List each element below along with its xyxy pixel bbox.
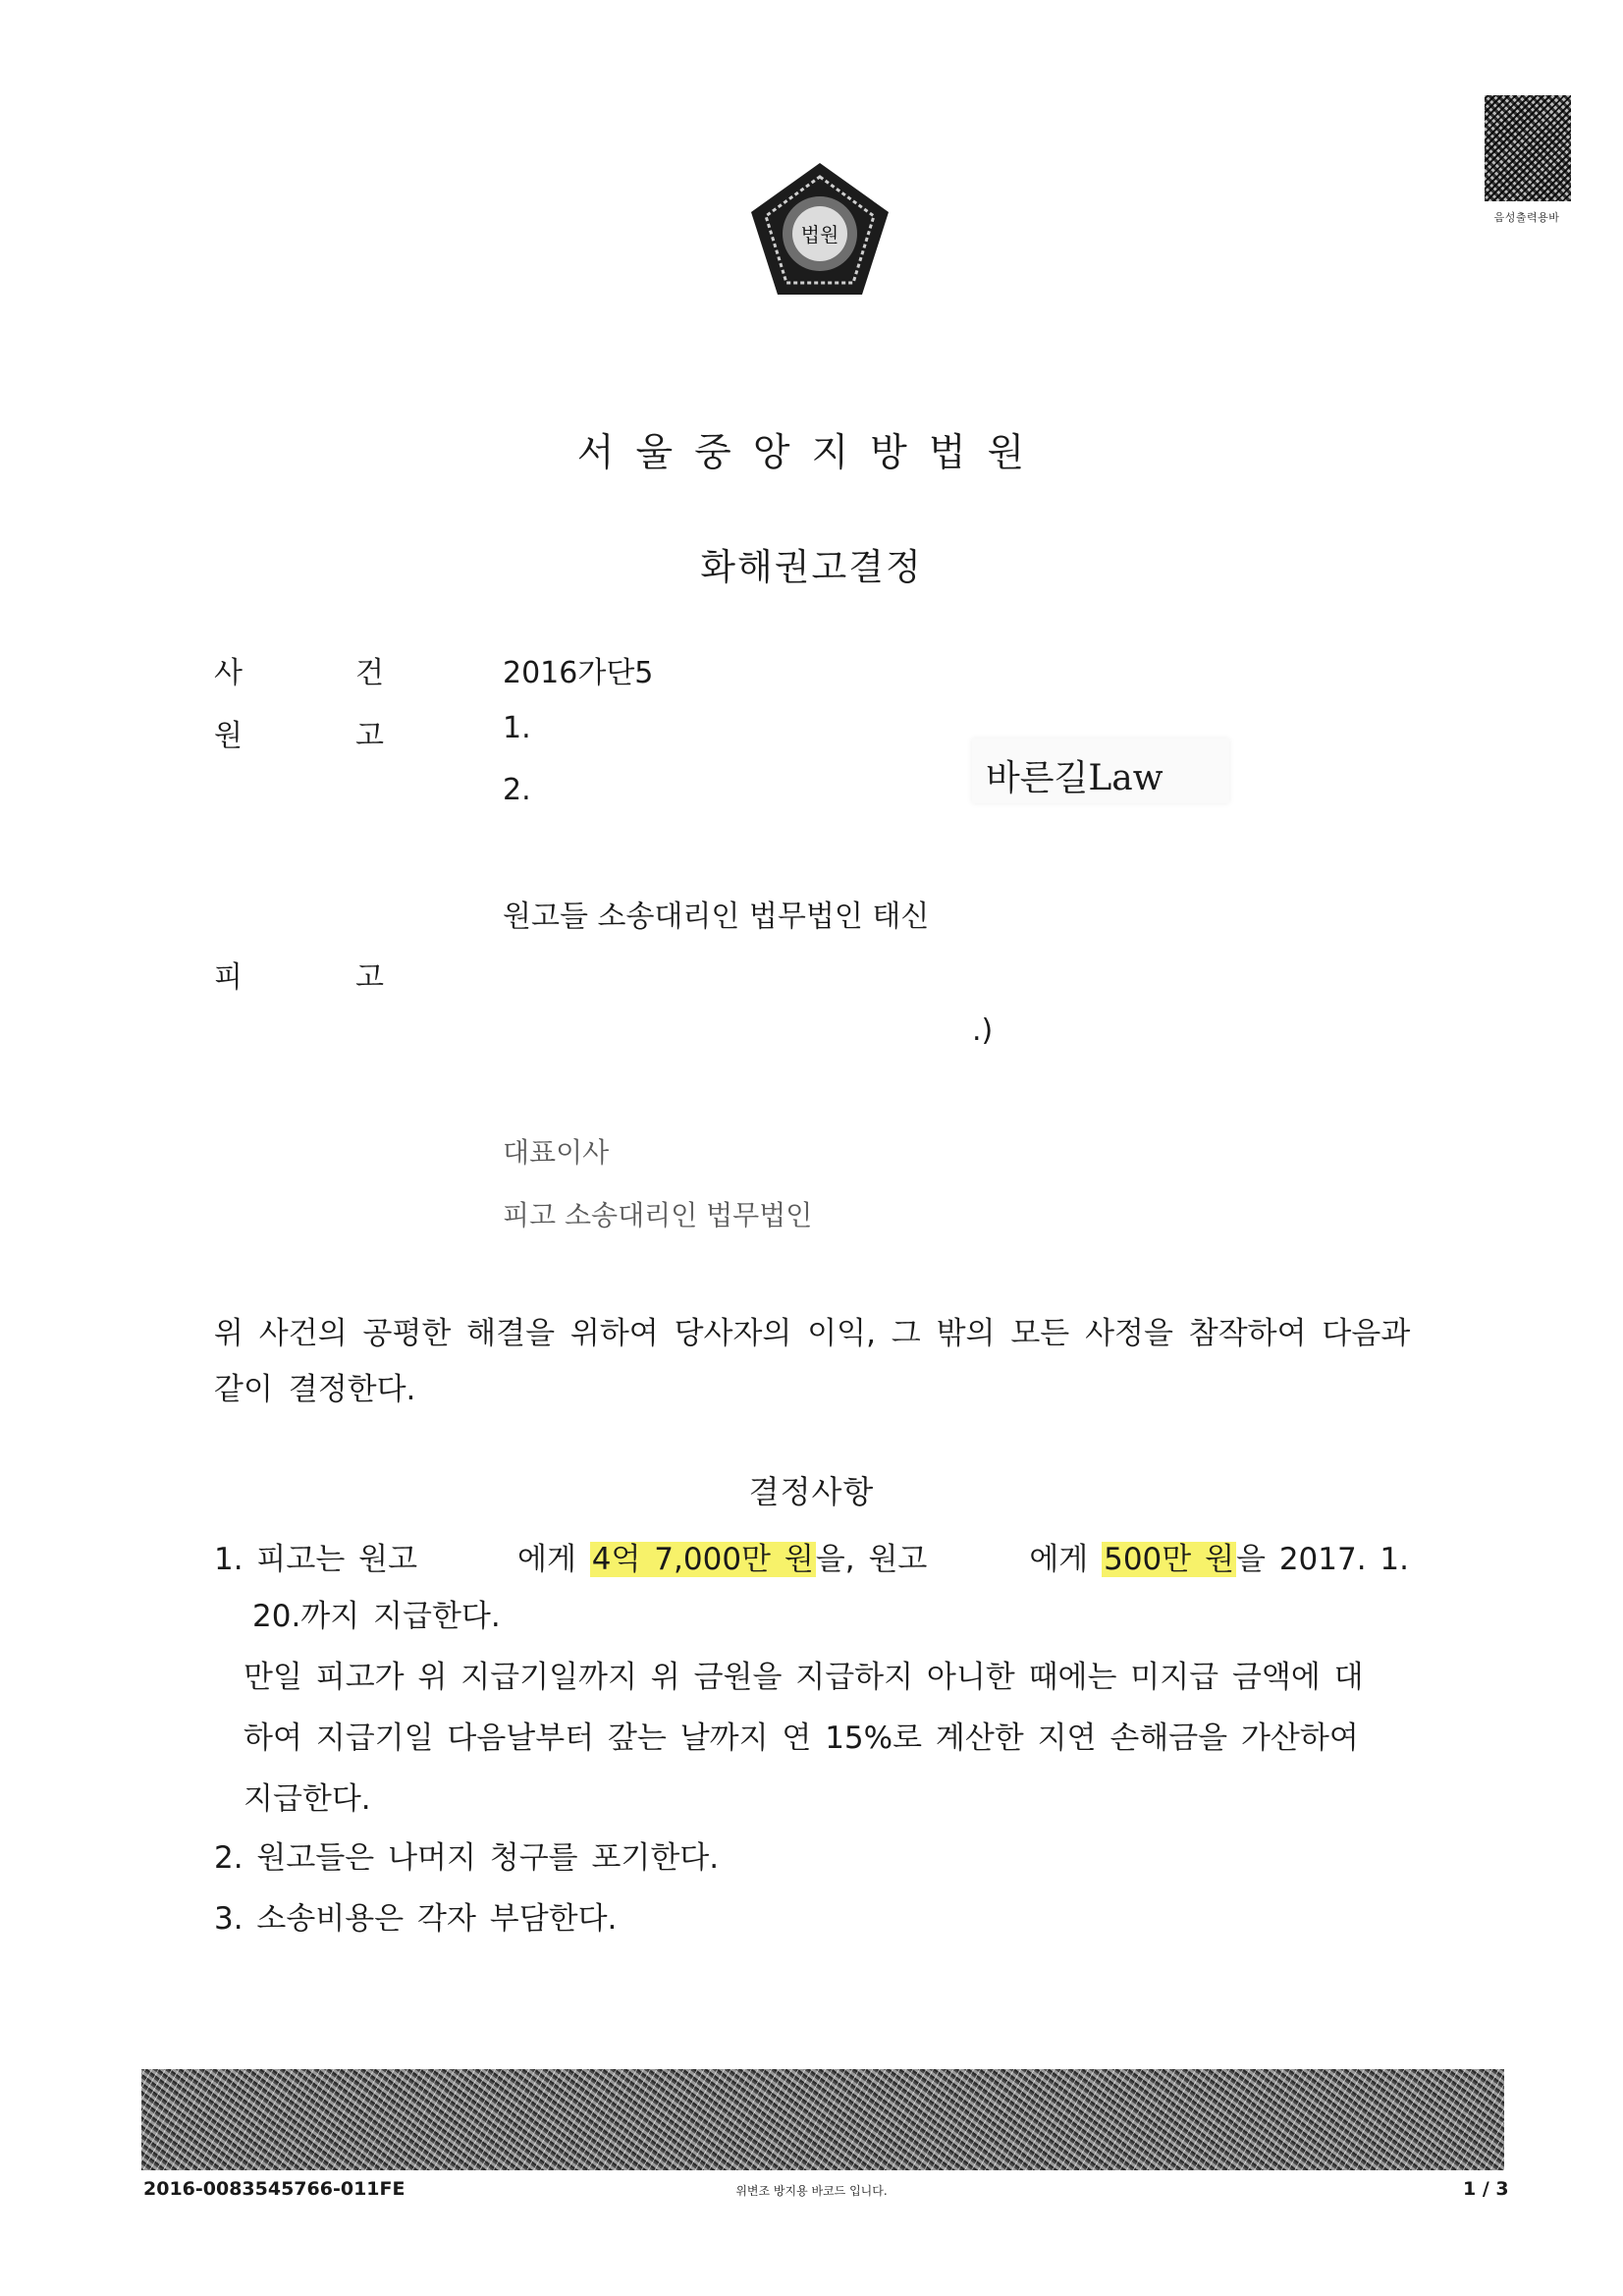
watermark-text: 바른길Law: [986, 758, 1163, 798]
document-title: 화해권고결정: [700, 546, 923, 588]
court-seal: [746, 157, 893, 304]
decision-item-1-line-5: 지급한다.: [243, 1781, 371, 1817]
plaintiff-label-char-1: 원: [214, 719, 243, 753]
item1-mid: 을, 원고: [815, 1542, 928, 1577]
decision-item-3: 3. 소송비용은 각자 부담한다.: [214, 1901, 618, 1937]
case-label-char-2: 건: [355, 656, 384, 690]
highlighted-amount-2: 500만 원: [1104, 1542, 1235, 1577]
decision-item-1-line-4: 하여 지급기일 다음날부터 갚는 날까지 연 15%로 계산한 지연 손해금을 가산하여: [243, 1721, 1359, 1756]
qr-caption: 음성출력용바: [1493, 211, 1560, 224]
court-name: 서울중앙지방법원: [576, 431, 1047, 475]
item1-suffix: 을 2017. 1.: [1236, 1542, 1410, 1577]
plaintiff-2: 2.: [503, 773, 531, 807]
security-barcode-band: [141, 2069, 1504, 2170]
item1-to-2: 에게: [1029, 1542, 1089, 1577]
decision-item-1-line-3: 만일 피고가 위 지급기일까지 위 금원을 지급하지 아니한 때에는 미지급 금액에 대: [243, 1660, 1364, 1695]
item1-to: 에게: [517, 1542, 576, 1577]
document-number: 2016-0083545766-011FE: [143, 2178, 406, 2200]
qr-code-stamp: [1485, 95, 1571, 201]
barcode-note: 위변조 방지용 바코드 입니다.: [735, 2184, 888, 2198]
seal-text: 법원: [800, 223, 839, 246]
highlighted-amount-1: 4억 7,000만 원: [591, 1542, 814, 1577]
defendant-counsel: 피고 소송대리인 법무법인: [503, 1199, 813, 1231]
defendant-address-fragment: .): [972, 1013, 994, 1048]
decision-item-1-line-2: 20.까지 지급한다.: [252, 1599, 501, 1634]
watermark-stamp: [972, 738, 1229, 803]
defendant-label-char-2: 고: [355, 960, 384, 995]
plaintiff-counsel: 원고들 소송대리인 법무법인 태신: [503, 900, 930, 934]
defendant-representative: 대표이사: [503, 1136, 610, 1169]
decision-item-1-line-1: [214, 1534, 1432, 1578]
decision-heading: 결정사항: [748, 1473, 875, 1510]
intro-paragraph: 위 사건의 공평한 해결을 위하여 당사자의 이익, 그 밖의 모든 사정을 참작하여 다음과 같이 결정한다.: [214, 1316, 1411, 1407]
page-indicator: 1 / 3: [1463, 2178, 1509, 2200]
case-number: 2016가단5: [503, 656, 654, 690]
decision-item-2: 2. 원고들은 나머지 청구를 포기한다.: [214, 1840, 720, 1876]
item1-prefix: 1. 피고는 원고: [214, 1542, 418, 1577]
plaintiff-1: 1.: [503, 711, 531, 745]
case-label-char-1: 사: [214, 656, 243, 690]
plaintiff-label-char-2: 고: [355, 719, 384, 753]
defendant-label-char-1: 피: [214, 960, 243, 995]
